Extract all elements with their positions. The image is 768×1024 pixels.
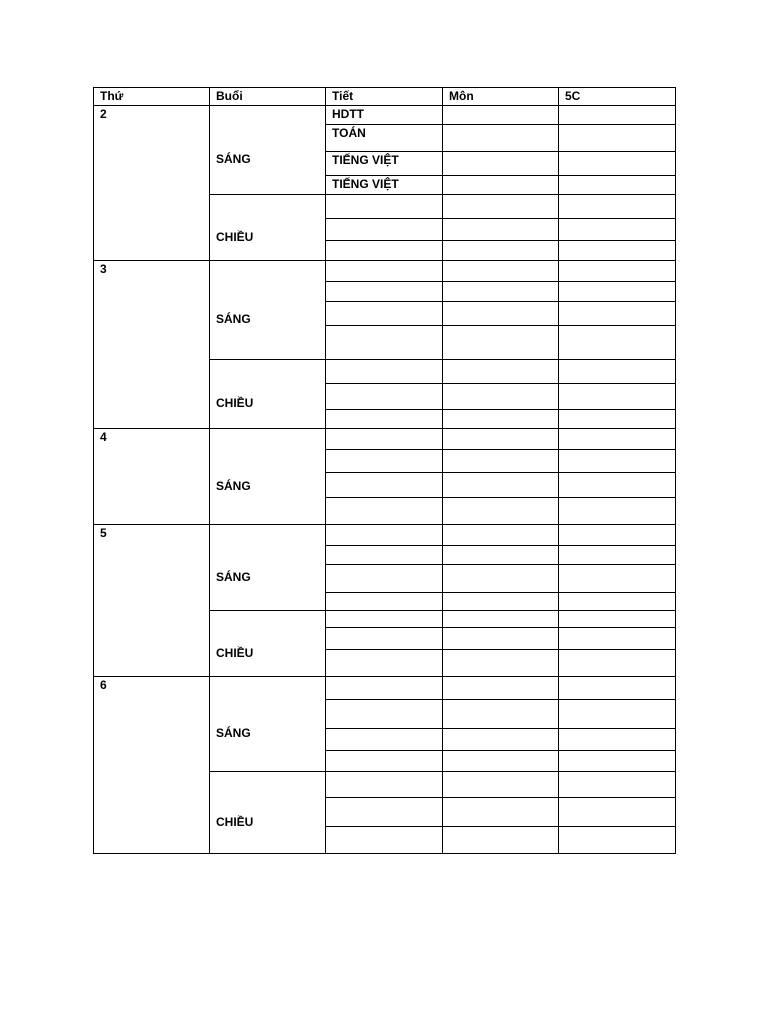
class-cell (559, 729, 676, 751)
tiet-cell (326, 473, 443, 498)
tiet-cell (326, 195, 443, 219)
session-cell (210, 261, 326, 360)
day-cell: 3 (94, 261, 210, 429)
tiet-cell (326, 219, 443, 241)
mon-cell (443, 282, 559, 302)
header-buoi: Buổi (210, 88, 326, 106)
table-row (94, 106, 676, 125)
header-thu: Thứ (94, 88, 210, 106)
tiet-cell: TIẾNG VIỆT (326, 152, 443, 176)
class-cell (559, 106, 676, 125)
session-cell (210, 772, 326, 854)
tiet-cell (326, 593, 443, 611)
mon-cell (443, 384, 559, 410)
class-cell (559, 650, 676, 677)
table-row (94, 525, 676, 546)
header-class: 5C (559, 88, 676, 106)
tiet-cell (326, 677, 443, 700)
mon-cell (443, 798, 559, 827)
session-cell (210, 106, 326, 195)
tiet-cell (326, 282, 443, 302)
class-cell (559, 565, 676, 593)
session-label: SÁNG (216, 312, 251, 326)
mon-cell (443, 450, 559, 473)
class-cell (559, 593, 676, 611)
class-cell (559, 219, 676, 241)
mon-cell (443, 628, 559, 650)
class-cell (559, 798, 676, 827)
mon-cell (443, 546, 559, 565)
tiet-cell (326, 628, 443, 650)
header-mon: Môn (443, 88, 559, 106)
mon-cell (443, 473, 559, 498)
session-label: SÁNG (216, 478, 251, 493)
mon-cell (443, 302, 559, 326)
day-cell: 4 (94, 429, 210, 525)
tiet-cell (326, 700, 443, 729)
day-cell: 5 (94, 525, 210, 677)
session-cell (210, 677, 326, 772)
day-cell: 2 (94, 106, 210, 261)
header-tiet: Tiết (326, 88, 443, 106)
tiet-cell: TOÁN (326, 125, 443, 152)
tiet-cell (326, 241, 443, 261)
class-cell (559, 677, 676, 700)
mon-cell (443, 650, 559, 677)
class-cell (559, 195, 676, 219)
class-cell (559, 450, 676, 473)
mon-cell (443, 360, 559, 384)
mon-cell (443, 219, 559, 241)
tiet-cell (326, 565, 443, 593)
timetable (93, 87, 676, 854)
mon-cell (443, 261, 559, 282)
mon-cell (443, 729, 559, 751)
session-label: SÁNG (216, 569, 251, 584)
class-cell (559, 410, 676, 429)
timetable-body (94, 88, 676, 854)
tiet-cell: HDTT (326, 106, 443, 125)
mon-cell (443, 611, 559, 628)
mon-cell (443, 593, 559, 611)
tiet-cell (326, 751, 443, 772)
tiet-cell (326, 546, 443, 565)
tiet-cell: TIẾNG VIỆT (326, 176, 443, 195)
class-cell (559, 241, 676, 261)
header-row (94, 88, 676, 106)
class-cell (559, 827, 676, 854)
tiet-cell (326, 498, 443, 525)
class-cell (559, 326, 676, 360)
class-cell (559, 125, 676, 152)
tiet-cell (326, 384, 443, 410)
mon-cell (443, 176, 559, 195)
mon-cell (443, 525, 559, 546)
class-cell (559, 498, 676, 525)
class-cell (559, 611, 676, 628)
tiet-cell (326, 326, 443, 360)
session-label: SÁNG (216, 152, 251, 166)
mon-cell (443, 565, 559, 593)
mon-cell (443, 125, 559, 152)
class-cell (559, 429, 676, 450)
mon-cell (443, 772, 559, 798)
tiet-cell (326, 798, 443, 827)
mon-cell (443, 152, 559, 176)
mon-cell (443, 677, 559, 700)
tiet-cell (326, 827, 443, 854)
tiet-cell (326, 302, 443, 326)
tiet-cell (326, 611, 443, 628)
class-cell (559, 751, 676, 772)
session-cell (210, 611, 326, 677)
tiet-cell (326, 729, 443, 751)
class-cell (559, 176, 676, 195)
class-cell (559, 384, 676, 410)
class-cell (559, 360, 676, 384)
class-cell (559, 772, 676, 798)
mon-cell (443, 827, 559, 854)
session-cell (210, 360, 326, 429)
session-label: CHIỀU (216, 814, 254, 829)
tiet-cell (326, 772, 443, 798)
day-cell: 6 (94, 677, 210, 854)
mon-cell (443, 429, 559, 450)
session-label: CHIỀU (216, 396, 254, 410)
class-cell (559, 261, 676, 282)
class-cell (559, 700, 676, 729)
session-label: CHIỀU (216, 229, 254, 244)
mon-cell (443, 106, 559, 125)
tiet-cell (326, 261, 443, 282)
class-cell (559, 282, 676, 302)
session-label: SÁNG (216, 726, 251, 740)
session-label: CHIỀU (216, 645, 254, 660)
tiet-cell (326, 650, 443, 677)
mon-cell (443, 751, 559, 772)
table-row (94, 677, 676, 700)
class-cell (559, 628, 676, 650)
class-cell (559, 546, 676, 565)
mon-cell (443, 241, 559, 261)
tiet-cell (326, 525, 443, 546)
table-row (94, 429, 676, 450)
mon-cell (443, 195, 559, 219)
mon-cell (443, 498, 559, 525)
mon-cell (443, 410, 559, 429)
mon-cell (443, 700, 559, 729)
tiet-cell (326, 429, 443, 450)
class-cell (559, 152, 676, 176)
tiet-cell (326, 360, 443, 384)
tiet-cell (326, 450, 443, 473)
tiet-cell (326, 410, 443, 429)
session-cell (210, 525, 326, 611)
session-cell (210, 429, 326, 525)
class-cell (559, 302, 676, 326)
class-cell (559, 473, 676, 498)
mon-cell (443, 326, 559, 360)
session-cell (210, 195, 326, 261)
class-cell (559, 525, 676, 546)
table-row (94, 261, 676, 282)
